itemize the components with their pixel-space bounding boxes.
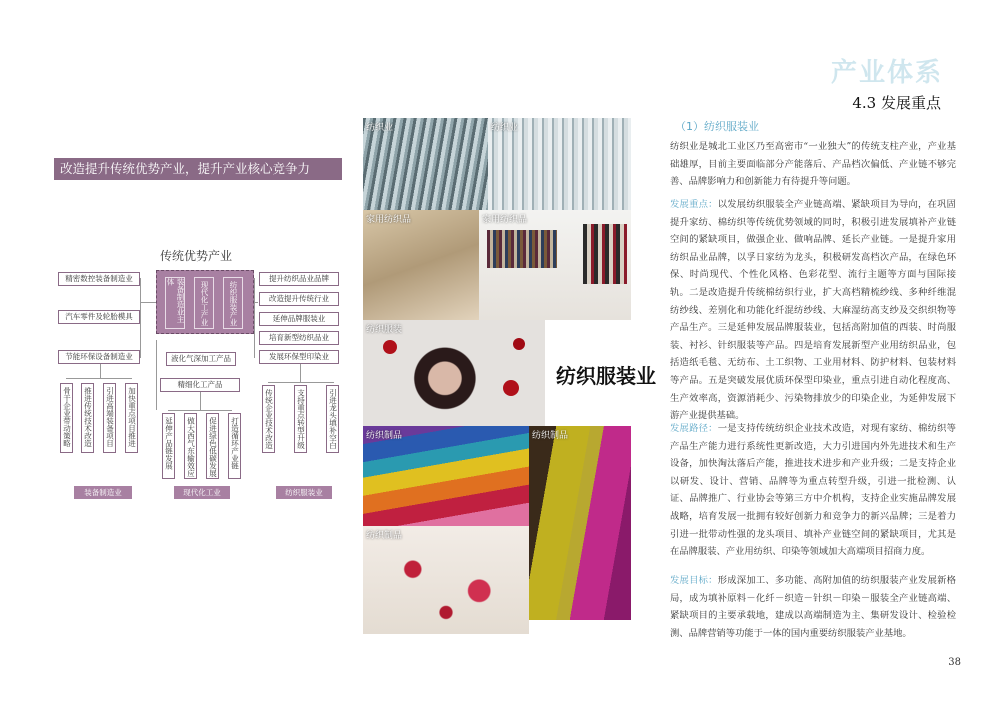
connector-line — [300, 364, 301, 382]
connector-line — [254, 278, 255, 358]
bottom-mid-box-2: 做大西气东输效应 — [184, 413, 197, 479]
bottom-mid-box-1: 延伸产品链发展 — [162, 413, 175, 479]
photo-label: 家用纺织品 — [366, 215, 412, 225]
left-box-1: 精密数控装备制造业 — [58, 272, 140, 286]
photo-label: 纺织业 — [366, 123, 394, 133]
rose-decor — [383, 340, 397, 354]
connector-line — [100, 364, 101, 378]
connector-line — [200, 392, 201, 410]
focus-paragraph — [670, 196, 956, 425]
right-box-5: 发展环保型印染业 — [259, 350, 339, 364]
bottom-right-box-1: 传统企业技术改造 — [262, 385, 275, 453]
path-label: 发展路径： — [670, 423, 718, 434]
section-number-title: 4.3 发展重点 — [852, 94, 941, 112]
photo-floral-blankets — [363, 526, 529, 634]
photo-textile-mill-1 — [363, 118, 488, 210]
focus-text: 以发展纺织服装全产业链高端、紧缺项目为导向，在巩固提升家纺、棉纺织等传统优势领域的同时，积极引进发展填补产业链空间的紧缺项目，做强企业、做响品牌、延长产业链。一是提升家用纺织品业品牌，以孚日家纺为龙头，积极研发高档次产品，在绿色环保、时尚现代、个性化风格、色彩花型、流行主题等方面与国际接轨。二是改造提升传统棉纺织行业，扩大高档精梳纱线、多种纤维混纺纱线、差别化和功能化纤混纺纱线、大麻湿纺高支纱及交织织物等产品生产。三是延伸发展品牌服装业，包括高附加值的西装、时尚服装、衬衫、针织服装等产品。四是培育发展新型产业用纺织品业，包括造纸毛毯、无纺布、土工织物、工业用材料、防护材料、包装材料等产品。五是突破发展优质环保型印染业，重点引进自动化程度高、生产效率高，资源消耗少、污染物排放少的印染企业，为延伸发展下游产业提供基础。 — [670, 199, 956, 422]
connector-line — [268, 382, 334, 383]
bottom-mid-box-4: 打造循环产业链 — [228, 413, 241, 479]
photo-home-textile-1 — [363, 210, 479, 320]
intro-paragraph: 纺织业是城北工业区乃至高密市“一业独大”的传统支柱产业，产业基础雄厚，目前主要面临部分产能落后、产品档次偏低、产业链不够完善、品牌影响力和创新能力有待提升等问题。 — [670, 141, 956, 188]
goal-paragraph — [670, 572, 956, 642]
photo-fashion-model — [363, 320, 545, 426]
core-industries-box — [156, 270, 254, 334]
bottom-mid-box-3: 促进绿色低碳发展 — [206, 413, 219, 479]
footer-label-chemical: 现代化工业 — [174, 486, 230, 499]
bottom-right-box-3: 引进龙头填补空白 — [326, 385, 339, 453]
path-paragraph — [670, 420, 956, 561]
core-box-1: 装备制造业主体 — [165, 277, 185, 329]
goal-text: 形成深加工、多功能、高附加值的纺织服装产业发展新格局，成为填补原料－化纤－织造－针织－印染－服装全产业链高端、紧缺项目的主要承载地，建成以高端制造为主、集研发设计、检验检测、品牌营销等功能于一体的国内重要纺织服装产业基地。 — [670, 575, 956, 639]
right-box-2: 改造提升传统行业 — [259, 292, 339, 306]
section-heading: （1）纺织服装业 — [675, 120, 759, 133]
textile-headline: 纺织服装业 — [556, 364, 656, 388]
path-text: 一是支持传统纺织企业技术改造，对现有家纺、棉纺织等产品生产能力进行系统性更新改造，大力引进国内外先进技术和生产设备，加快淘汰落后产能，推进技术进步和产业升级；二是支持企业以研发、设计、营销、品牌等为重点转型升级，引进一批检测、认证、品牌推广、行业协会等第三方中介机构，支持企业实施品牌发展战略，培育发展一批拥有较好创新力和竞争力的新兴品牌；三是着力引进一批带动性强的龙头项目、填补产业链空间的紧缺项目，尤其是在品牌服装、产业用纺织、印染等领域加大高端项目招商力度。 — [670, 423, 956, 558]
photo-label: 纺织服装 — [366, 325, 403, 335]
bottom-left-box-3: 引进高端装备项目 — [103, 383, 116, 453]
footer-label-textile: 纺织服装业 — [276, 486, 332, 499]
mid-box-2: 精细化工产品 — [160, 378, 240, 392]
connector-line — [254, 302, 258, 303]
connector-line — [140, 278, 141, 358]
photo-label: 纺织制品 — [366, 531, 403, 541]
section-banner: 改造提升传统优势产业，提升产业核心竞争力 — [54, 158, 342, 180]
page-title: 产业体系 — [830, 58, 943, 88]
fabric-rack — [583, 224, 627, 284]
rose-decor — [513, 338, 525, 350]
focus-label: 发展重点： — [670, 199, 718, 210]
goal-label: 发展目标： — [670, 575, 718, 586]
right-box-1: 提升纺织品业品牌 — [259, 272, 339, 286]
photo-label: 纺织制品 — [532, 431, 569, 441]
right-box-3: 延伸品牌服装业 — [259, 312, 339, 326]
left-box-3: 节能环保设备制造业 — [58, 350, 140, 364]
left-box-2: 汽车零件及轮胎模具 — [58, 310, 140, 324]
photo-draped-fabric — [529, 426, 631, 620]
rose-decor — [503, 380, 519, 396]
core-box-2: 现代化工产业 — [194, 277, 214, 329]
photo-label: 纺织制品 — [366, 431, 403, 441]
connector-line — [156, 340, 157, 410]
diagram-title: 传统优势产业 — [160, 249, 233, 263]
connector-line — [66, 378, 132, 379]
core-box-3: 纺织服装产业 — [223, 277, 243, 329]
photo-colored-fabrics — [363, 426, 529, 526]
footer-label-equipment: 装备制造业 — [74, 486, 132, 499]
photo-label: 纺织业 — [491, 123, 519, 133]
photo-label: 家用纺织品 — [482, 215, 528, 225]
photo-textile-mill-2 — [488, 118, 631, 210]
page-number: 38 — [948, 657, 961, 668]
photo-home-textile-2 — [479, 210, 631, 320]
bottom-left-box-4: 加快重点项目推进 — [125, 383, 138, 453]
bottom-left-box-1: 骨干企业带动策略 — [60, 383, 73, 453]
connector-line — [168, 410, 232, 411]
right-box-4: 培育新型纺织品业 — [259, 331, 339, 345]
fabric-rack — [487, 230, 557, 268]
connector-line — [140, 302, 156, 303]
mid-box-1: 液化气深加工产品 — [166, 352, 236, 366]
bottom-left-box-2: 推进传统技术改造 — [81, 383, 94, 453]
bottom-right-box-2: 支持重点转型升级 — [294, 385, 307, 453]
